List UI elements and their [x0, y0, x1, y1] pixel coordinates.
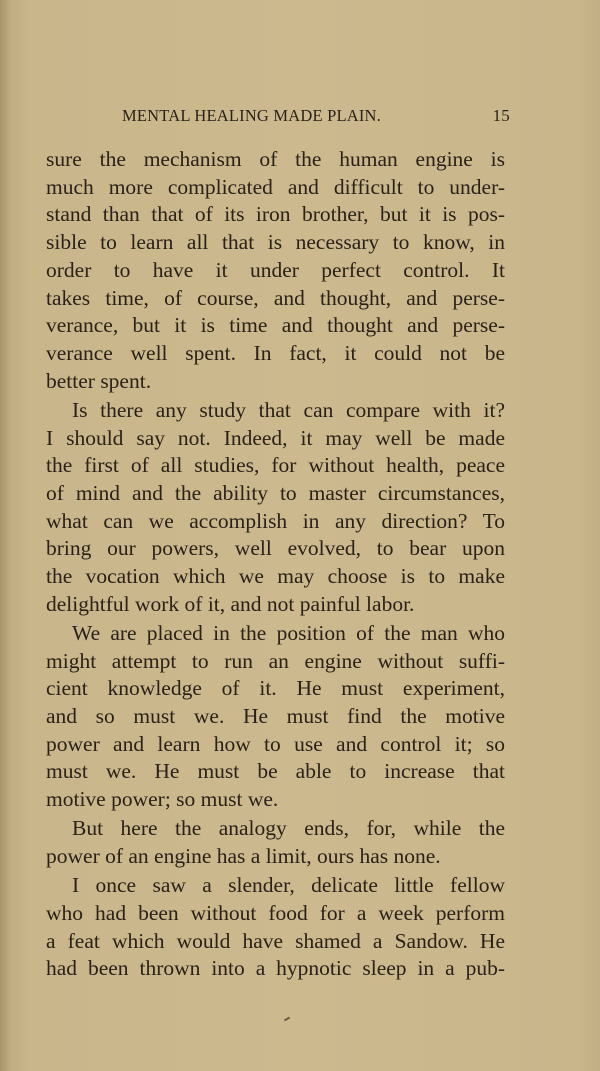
text-line: stand than that of its iron brother, but it is pos- — [46, 202, 505, 227]
paragraph — [46, 397, 505, 619]
text-line: much more complicated and difficult to under- — [46, 174, 505, 199]
text-line: takes time, of course, and thought, and perse- — [46, 285, 505, 310]
paragraph — [46, 620, 505, 814]
text-line: might attempt to run an engine without suffi- — [46, 648, 505, 673]
text-line: sure the mechanism of the human engine is — [46, 147, 505, 171]
running-title: MENTAL HEALING MADE PLAIN. — [122, 106, 381, 125]
text-line: verance, but it is time and thought and perse- — [46, 313, 505, 338]
text-line: bring our powers, well evolved, to bear upon — [46, 536, 505, 561]
scan-speck — [284, 1017, 290, 1022]
text-line: the first of all studies, for without health, peace — [46, 453, 505, 478]
paragraph — [46, 872, 505, 983]
text-line: who had been without food for a week perform — [46, 900, 505, 925]
text-line: cient knowledge of it. He must experiment, — [46, 676, 505, 701]
running-header — [122, 106, 510, 128]
text-line: delightful work of it, and not painful labor. — [46, 591, 415, 616]
text-line: power of an engine has a limit, ours has none. — [46, 844, 441, 869]
page-body — [46, 146, 505, 983]
text-line: We are placed in the position of the man who — [72, 620, 505, 645]
text-line: had been thrown into a hypnotic sleep in a pub- — [46, 956, 505, 981]
page-number: 15 — [492, 106, 510, 125]
text-line: of mind and the ability to master circumstances, — [46, 480, 505, 505]
text-line: Is there any study that can compare with it? — [72, 397, 505, 422]
text-line: a feat which would have shamed a Sandow. He — [46, 928, 505, 953]
paragraph — [46, 146, 505, 395]
text-line: power and learn how to use and control it; so — [46, 731, 505, 756]
text-line: must we. He must be able to increase that — [46, 759, 505, 784]
text-line: But here the analogy ends, for, while the — [72, 816, 505, 841]
text-line: verance well spent. In fact, it could not be — [46, 340, 505, 365]
text-line: I once saw a slender, delicate little fellow — [72, 873, 505, 898]
text-line: and so must we. He must find the motive — [46, 704, 505, 729]
paragraph — [46, 815, 505, 870]
text-line: motive power; so must we. — [46, 787, 279, 812]
text-line: I should say not. Indeed, it may well be made — [46, 425, 505, 450]
text-line: what can we accomplish in any direction? To — [46, 508, 505, 533]
text-line: better spent. — [46, 368, 152, 393]
text-line: order to have it under perfect control. It — [46, 257, 505, 282]
text-line: sible to learn all that is necessary to know, in — [46, 230, 505, 255]
text-line: the vocation which we may choose is to make — [46, 564, 505, 589]
